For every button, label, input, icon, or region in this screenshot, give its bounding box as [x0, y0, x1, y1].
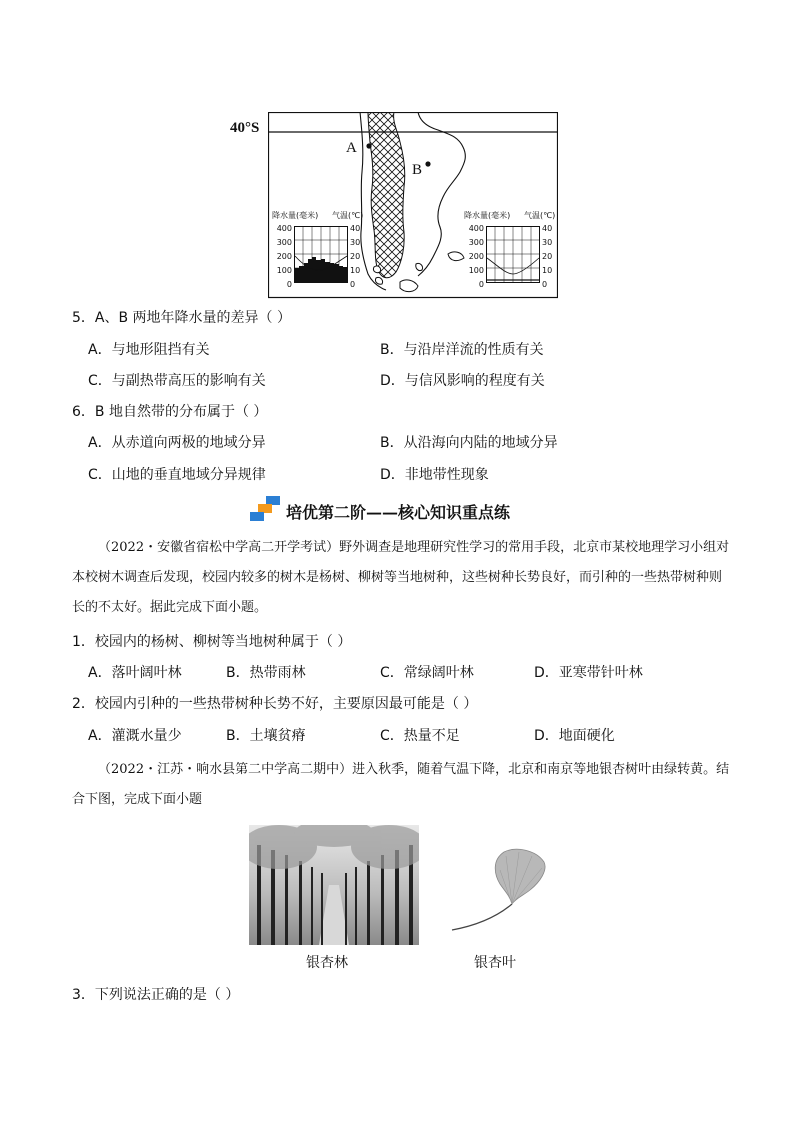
temp-axis-label: 气温(℃): [332, 211, 364, 220]
tick: 30: [350, 238, 361, 247]
section-banner: [248, 494, 568, 524]
temp-axis-label: 气温(℃): [524, 211, 556, 220]
precip-axis-label: 降水量(毫米): [464, 211, 511, 220]
q6-option-b: B．从沿海向内陆的地域分异: [380, 435, 558, 451]
tick: 40: [350, 224, 361, 233]
tick: 100: [468, 266, 484, 275]
right-ticks: [542, 222, 562, 292]
q6-option-c: C．山地的垂直地域分异规律: [88, 467, 266, 483]
q5-option-d: D．与信风影响的程度有关: [380, 373, 545, 389]
right-chart-grid: [486, 226, 540, 284]
question-1-stem: 1．校园内的杨树、柳树等当地树种属于（ ）: [72, 634, 352, 650]
right-ticks: [350, 222, 370, 292]
tick: 10: [350, 266, 361, 275]
q1-option-d: D．亚寒带针叶林: [534, 665, 643, 681]
q6-option-a: A．从赤道向两极的地域分异: [88, 435, 266, 451]
tick: 40: [542, 224, 553, 233]
precip-axis-label: 降水量(毫米): [272, 211, 319, 220]
question-5-stem: 5．A、B 两地年降水量的差异（ ）: [72, 310, 291, 326]
tick: 200: [276, 252, 292, 261]
point-b-label: B: [412, 162, 423, 178]
q2-option-c: C．热量不足: [380, 728, 460, 744]
q2-option-b: B．土壤贫瘠: [226, 728, 306, 744]
left-ticks: [272, 222, 292, 292]
tick: 20: [542, 252, 553, 261]
tick: 0: [478, 280, 484, 289]
tick: 10: [542, 266, 553, 275]
left-ticks: [464, 222, 484, 292]
q5-option-c: C．与副热带高压的影响有关: [88, 373, 266, 389]
q6-option-d: D．非地带性现象: [380, 467, 489, 483]
q1-option-c: C．常绿阔叶林: [380, 665, 474, 681]
tick: 100: [276, 266, 292, 275]
tick: 300: [276, 238, 292, 247]
intro-paragraph-1: （2022・安徽省宿松中学高二开学考试）野外调查是地理研究性学习的常用手段，北京市某校地理学习小组对本校树木调查后发现，校园内较多的树木是杨树、柳树等当地树种，这些树种长势良好，而引种的一些热带树种则长的不太好。据此完成下面小题。: [72, 540, 730, 615]
leaf-caption: 银杏叶: [474, 955, 516, 971]
latitude-label: 40°S: [230, 120, 260, 136]
question-6-stem: 6．B 地自然带的分布属于（ ）: [72, 404, 268, 420]
climate-chart-right: [464, 210, 564, 296]
banner-blocks-icon: [248, 494, 284, 524]
tick: 400: [276, 224, 292, 233]
climate-chart-left: [272, 210, 372, 296]
tick: 200: [468, 252, 484, 261]
ginkgo-forest-photo: [249, 825, 419, 945]
tick: 20: [350, 252, 361, 261]
tick: 0: [542, 280, 548, 289]
question-3-stem: 3．下列说法正确的是（ ）: [72, 987, 240, 1003]
tick: 300: [468, 238, 484, 247]
forest-caption: 银杏林: [306, 955, 348, 971]
tick: 0: [286, 280, 292, 289]
tick: 30: [542, 238, 553, 247]
q1-option-b: B．热带雨林: [226, 665, 306, 681]
q1-option-a: A．落叶阔叶林: [88, 665, 182, 681]
q2-option-d: D．地面硬化: [534, 728, 615, 744]
point-a-label: A: [346, 140, 357, 156]
tick: 400: [468, 224, 484, 233]
ginkgo-leaf-image: [444, 840, 554, 940]
q5-option-b: B．与沿岸洋流的性质有关: [380, 342, 544, 358]
tick: 0: [350, 280, 356, 289]
left-chart-grid: [294, 226, 348, 284]
question-2-stem: 2．校园内引种的一些热带树种长势不好，主要原因最可能是（ ）: [72, 696, 478, 712]
q5-option-a: A．与地形阻挡有关: [88, 342, 210, 358]
intro-paragraph-2: （2022・江苏・响水县第二中学高二期中）进入秋季，随着气温下降，北京和南京等地银杏树叶由绿转黄。结合下图，完成下面小题: [72, 762, 730, 807]
banner-title: 培优第二阶——核心知识重点练: [286, 503, 511, 522]
q2-option-a: A．灌溉水量少: [88, 728, 182, 744]
map-figure: [228, 112, 558, 302]
